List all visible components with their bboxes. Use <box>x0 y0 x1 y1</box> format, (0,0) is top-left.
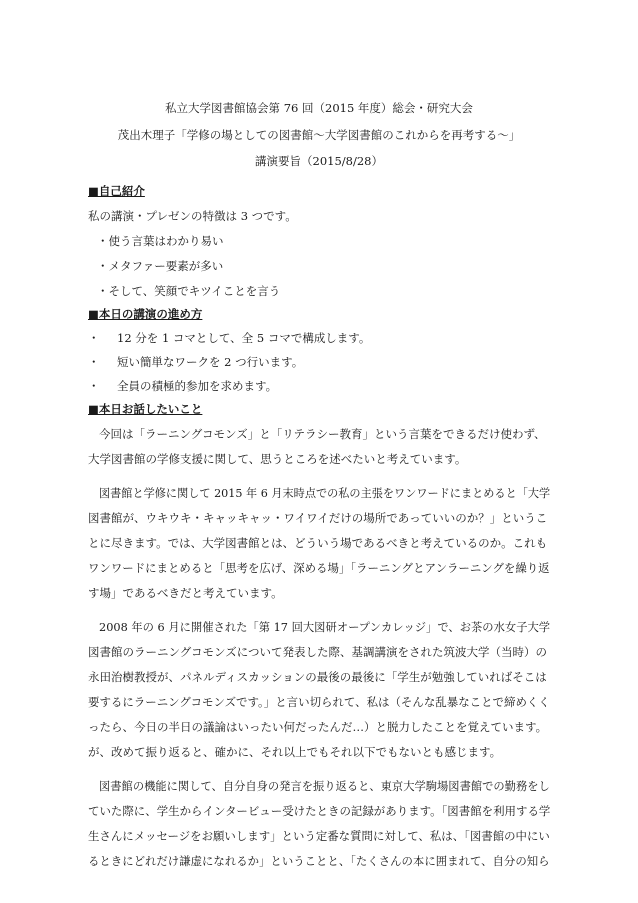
paragraph-line: 永田治樹教授が、パネルディスカッションの最後の最後に「学生が勉強していればそこは <box>88 670 547 684</box>
list-item: 全員の積極的参加を求めます。 <box>117 379 278 393</box>
list-item: ・使う言葉はわかり易い <box>97 234 224 248</box>
list-item: ・メタファー要素が多い <box>97 259 224 273</box>
bullet-marker: ・ <box>88 331 100 345</box>
paragraph-line: 生さんにメッセージをお願いします」という定番な質問に対して、私は、「図書館の中にい <box>88 829 550 843</box>
paragraph-line: 図書館のラーニングコモンズについて発表した際、基調講演をされた筑波大学（当時）の <box>88 645 547 659</box>
paragraph-line: が、改めて振り返ると、確かに、それ以上でもそれ以下でもないとも感じます。 <box>88 745 502 759</box>
paragraph-line: ワンワードにまとめると「思考を広げ、深める場」「ラーニングとアンラーニングを繰り返 <box>88 561 550 575</box>
lecture-date: 講演要旨（2015/8/28） <box>255 154 383 168</box>
section-heading-agenda: ■本日の講演の進め方 <box>88 307 203 321</box>
paragraph-line: 図書館の機能に関して、自分自身の発言を振り返ると、東京大学駒場図書館での勤務をし <box>99 779 550 793</box>
list-item: ・そして、笑顔でキツイことを言う <box>97 284 281 298</box>
self-intro-text: 私の講演・プレゼンの特徴は 3 つです。 <box>88 209 297 223</box>
paragraph-line: ていた際に、学生からインタービュー受けたときの記録があります。「図書館を利用する学 <box>88 804 551 818</box>
section-heading-topic: ■本日お話したいこと <box>88 402 203 416</box>
list-item: 12 分を 1 コマとして、全 5 コマで構成します。 <box>117 331 371 345</box>
paragraph-line: 図書館が、ウキウキ・キャッキャッ・ワイワイだけの場所であっていいのか？」というこ <box>88 511 548 525</box>
section-heading-self-intro: ■自己紹介 <box>88 184 145 198</box>
bullet-marker: ・ <box>88 355 100 369</box>
paragraph-line: るときにどれだけ謙虚になれるか」ということと、「たくさんの本に囲まれて、自分の知ら <box>88 854 550 868</box>
lecture-title: 茂出木理子「学修の場としての図書館〜大学図書館のこれからを再考する〜」 <box>117 128 521 142</box>
bullet-marker: ・ <box>88 379 100 393</box>
paragraph-line: 2008 年の 6 月に開催された「第 17 回大図研オープンカレッジ」で、お茶の水女子大学 <box>99 620 551 634</box>
paragraph-line: 要するにラーニングコモンズです。」と言い切られて、私は（そんな乱暴なことで締めくく <box>88 695 550 709</box>
paragraph-line: ったら、今日の半日の議論はいったい何だったんだ…）と脱力したことを覚えています。 <box>88 720 548 734</box>
paragraph-line: す場」であるべきだと考えています。 <box>88 586 283 600</box>
paragraph-line: 大学図書館の学修支援に関して、思うところを述べたいと考えています。 <box>88 452 467 466</box>
list-item: 短い簡単なワークを 2 つ行います。 <box>117 355 304 369</box>
paragraph-line: 図書館と学修に関して 2015 年 6 月末時点での私の主張をワンワードにまとめると「大学 <box>99 486 551 500</box>
paragraph-line: とに尽きます。では、大学図書館とは、どういう場であるべきと考えているのか。これも <box>88 536 548 550</box>
document-title: 私立大学図書館協会第 76 回（2015 年度）総会・研究大会 <box>165 101 473 115</box>
paragraph-line: 今回は「ラーニングコモンズ」と「リテラシー教育」という言葉をできるだけ使わず、 <box>99 427 546 441</box>
